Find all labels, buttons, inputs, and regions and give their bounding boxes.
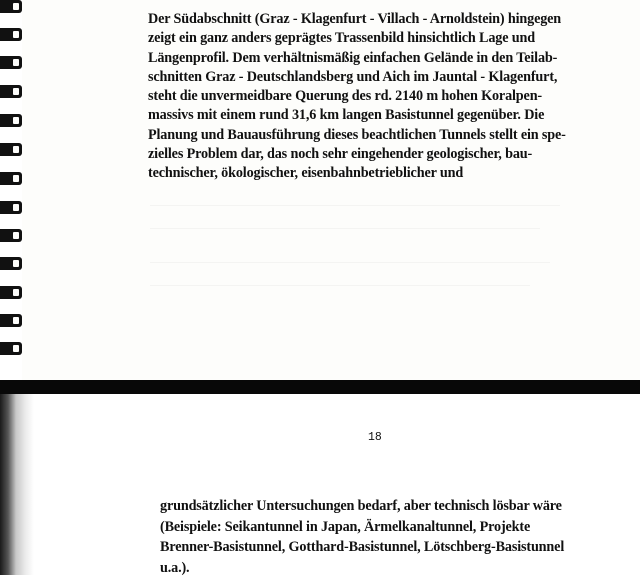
spiral-binding: [0, 0, 22, 380]
text-line: schnitten Graz - Deutschlandsberg und Aich im Jauntal - Klagenfurt,: [148, 68, 610, 87]
binding-ring: [0, 257, 22, 270]
page-number: 18: [368, 431, 382, 444]
binding-ring: [0, 56, 22, 69]
binding-ring: [0, 201, 22, 214]
binding-ring: [0, 172, 22, 185]
binding-ring: [0, 28, 22, 41]
text-line: zielles Problem dar, das noch sehr eingehender geologischer, bau-: [148, 145, 610, 164]
binding-ring: [0, 143, 22, 156]
paragraph-bottom: [160, 496, 610, 578]
text-line: steht die unvermeidbare Querung des rd. 2140 m hohen Koralpen-: [148, 87, 610, 106]
binding-ring: [0, 342, 22, 355]
text-line: u.a.).: [160, 558, 610, 578]
text-line: (Beispiele: Seikantunnel in Japan, Ärmelkanaltunnel, Projekte: [160, 517, 610, 538]
text-line: Planung und Bauausführung dieses beachtlichen Tunnels stellt ein spe-: [148, 126, 610, 145]
text-line: Der Südabschnitt (Graz - Klagenfurt - Villach - Arnoldstein) hingegen: [148, 10, 610, 29]
text-line: grundsätzlicher Untersuchungen bedarf, aber technisch lösbar wäre: [160, 496, 610, 517]
page-separator: [0, 380, 640, 394]
page-edge-shadow: [0, 394, 34, 575]
binding-ring: [0, 314, 22, 327]
binding-ring: [0, 85, 22, 98]
binding-ring: [0, 0, 22, 13]
text-line: massivs mit einem rund 31,6 km langen Basistunnel gegenüber. Die: [148, 106, 610, 125]
text-line: Brenner-Basistunnel, Gotthard-Basistunnel, Lötschberg-Basistunnel: [160, 537, 610, 558]
text-line: technischer, ökologischer, eisenbahnbetrieblicher und: [148, 164, 610, 183]
binding-ring: [0, 114, 22, 127]
text-line: zeigt ein ganz anders geprägtes Trassenbild hinsichtlich Lage und: [148, 29, 610, 48]
binding-ring: [0, 286, 22, 299]
text-line: Längenprofil. Dem verhältnismäßig einfachen Gelände in den Teilab-: [148, 49, 610, 68]
paragraph-top: [148, 10, 610, 184]
binding-ring: [0, 229, 22, 242]
